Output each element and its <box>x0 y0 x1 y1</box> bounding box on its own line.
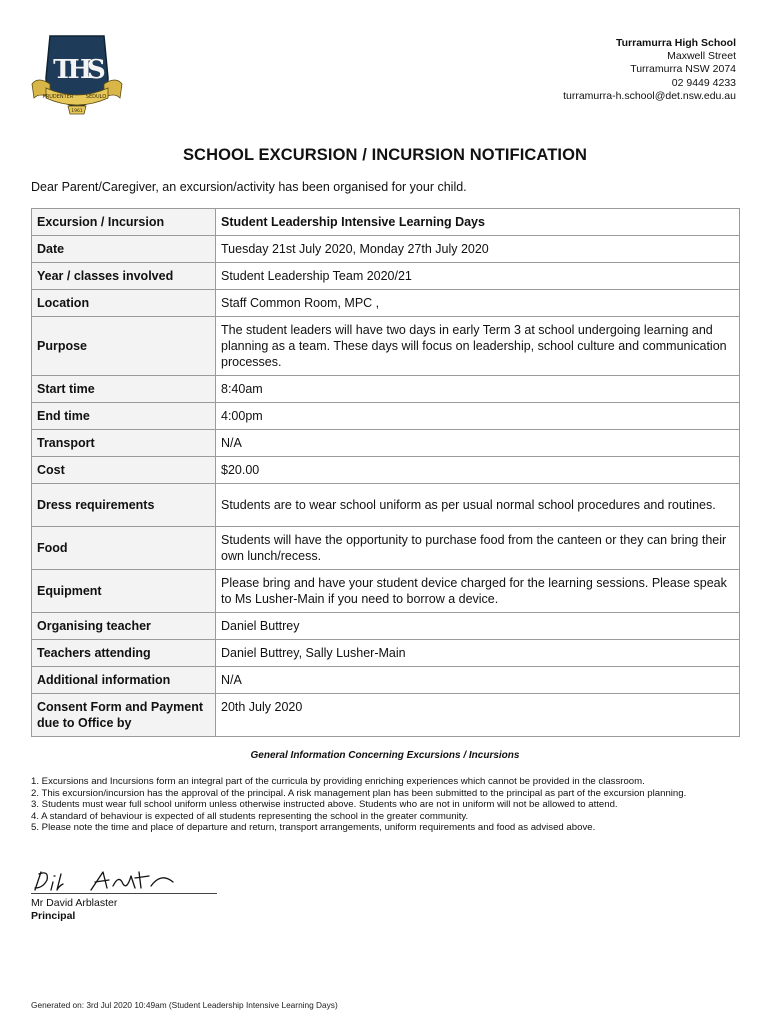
table-row <box>32 403 740 430</box>
signer-block <box>31 897 117 923</box>
list-item: 5. Please note the time and place of departure and return, transport arrangements, uniform requirements and food as advised above. <box>31 822 596 834</box>
row-value: Daniel Buttrey, Sally Lusher-Main <box>216 640 740 667</box>
row-value: Student Leadership Intensive Learning Days <box>216 209 740 236</box>
list-item: 2. This excursion/incursion has the approval of the principal. A risk management plan has been submitted to the principal as part of the excursion planning. <box>31 787 687 799</box>
school-street: Maxwell Street <box>667 50 736 63</box>
school-name: Turramurra High School <box>616 37 736 49</box>
row-value: $20.00 <box>216 457 740 484</box>
school-address-block <box>563 37 736 103</box>
school-email[interactable]: turramurra-h.school@det.nsw.edu.au <box>563 89 736 102</box>
row-label: Teachers attending <box>32 640 216 667</box>
crest-banner-right: SEDULO <box>85 94 107 100</box>
table-row <box>32 694 740 737</box>
row-value: Please bring and have your student device charged for the learning sessions. Please speak to Ms Lusher-Main if you need to borrow a device. <box>216 570 740 613</box>
row-label: End time <box>32 403 216 430</box>
table-row <box>32 527 740 570</box>
row-label: Cost <box>32 457 216 484</box>
table-row <box>32 430 740 457</box>
generated-footer: Generated on: 3rd Jul 2020 10:49am (Student Leadership Intensive Learning Days) <box>31 1000 338 1010</box>
page-title: SCHOOL EXCURSION / INCURSION NOTIFICATION <box>182 146 588 164</box>
list-item: 4. A standard of behaviour is expected of all students representing the school in the greater community. <box>31 810 469 822</box>
row-label: Start time <box>32 376 216 403</box>
row-label: Equipment <box>32 570 216 613</box>
list-item: 1. Excursions and Incursions form an integral part of the curricula by providing enriching experiences which cannot be provided in the classroom. <box>31 776 645 787</box>
table-row <box>32 290 740 317</box>
row-value: Daniel Buttrey <box>216 613 740 640</box>
row-label: Date <box>32 236 216 263</box>
school-suburb: Turramurra NSW 2074 <box>630 63 736 76</box>
school-phone: 02 9449 4233 <box>671 76 736 89</box>
signer-name: Mr David Arblaster <box>31 897 118 909</box>
row-label: Excursion / Incursion <box>32 209 216 236</box>
table-row <box>32 376 740 403</box>
signer-role: Principal <box>31 910 76 922</box>
row-label: Location <box>32 290 216 317</box>
table-row <box>32 613 740 640</box>
table-row <box>32 457 740 484</box>
row-value: N/A <box>216 667 740 694</box>
row-value: Student Leadership Team 2020/21 <box>216 263 740 290</box>
crest-banner-left: PRUDENTER <box>42 94 74 100</box>
row-value: 4:00pm <box>216 403 740 430</box>
row-value: Tuesday 21st July 2020, Monday 27th July 2020 <box>216 236 740 263</box>
school-crest-logo <box>28 28 126 118</box>
table-row <box>32 570 740 613</box>
list-item: 3. Students must wear full school uniform unless otherwise instructed above. Students who are not in uniform will not be allowed to attend. <box>31 799 618 811</box>
row-value: The student leaders will have two days in early Term 3 at school undergoing learning and planning as a team. These days will focus on leadership, school culture and communication processes. <box>216 317 740 376</box>
table-row <box>32 667 740 694</box>
table-row <box>32 236 740 263</box>
table-row <box>32 640 740 667</box>
row-label: Dress requirements <box>32 484 216 527</box>
crest-monogram: THS <box>53 55 101 85</box>
table-row <box>32 484 740 527</box>
table-row <box>32 209 740 236</box>
general-info-list <box>31 776 741 834</box>
table-row <box>32 317 740 376</box>
intro-text: Dear Parent/Caregiver, an excursion/activity has been organised for your child. <box>31 180 467 194</box>
row-value: Students will have the opportunity to purchase food from the canteen or they can bring their own lunch/recess. <box>216 527 740 570</box>
crest-banner-year: 1961 <box>71 109 83 114</box>
excursion-details-table <box>31 208 740 737</box>
row-label: Consent Form and Payment due to Office by <box>32 694 216 737</box>
row-value: Students are to wear school uniform as per usual normal school procedures and routines. <box>216 484 740 527</box>
row-label: Year / classes involved <box>32 263 216 290</box>
row-label: Additional information <box>32 667 216 694</box>
row-label: Transport <box>32 430 216 457</box>
principal-signature <box>31 866 221 894</box>
table-row <box>32 263 740 290</box>
general-info-heading: General Information Concerning Excursions / Incursions <box>250 750 520 761</box>
row-value: N/A <box>216 430 740 457</box>
row-label: Food <box>32 527 216 570</box>
signature-line <box>31 893 217 894</box>
row-label: Purpose <box>32 317 216 376</box>
row-value: 8:40am <box>216 376 740 403</box>
row-value: 20th July 2020 <box>216 694 740 737</box>
row-value: Staff Common Room, MPC , <box>216 290 740 317</box>
row-label: Organising teacher <box>32 613 216 640</box>
